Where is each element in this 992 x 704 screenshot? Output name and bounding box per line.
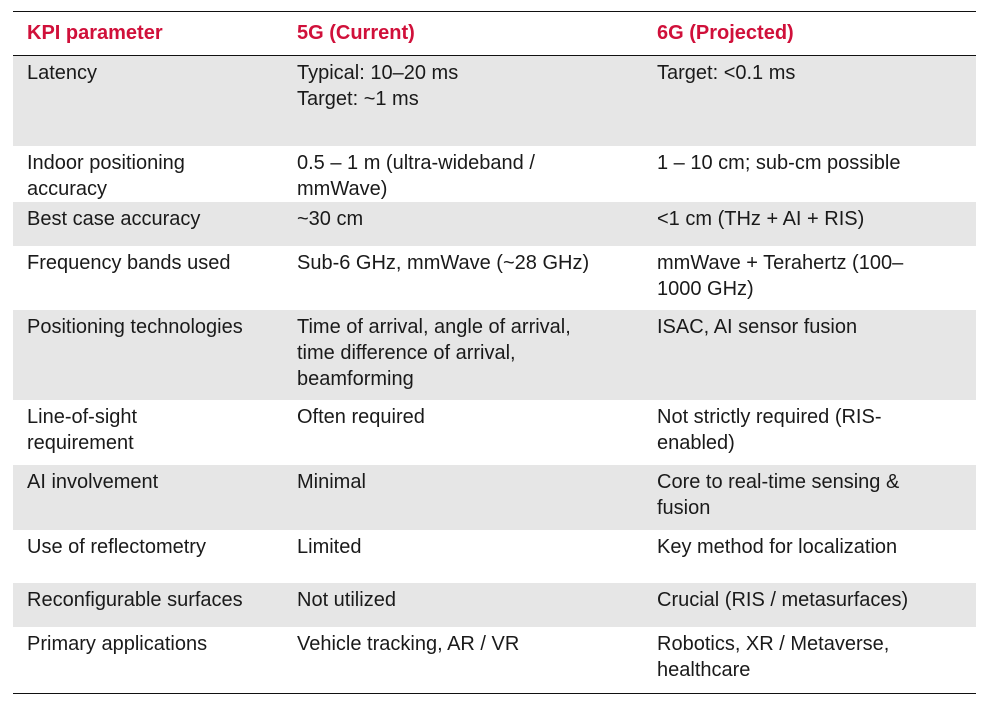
6g-value-cell — [643, 206, 976, 246]
cell-text-line: mmWave) — [297, 178, 388, 200]
5g-value-cell — [283, 587, 643, 627]
5g-value-cell — [283, 250, 643, 310]
kpi-parameter-cell — [13, 60, 283, 146]
cell-text-line: ~30 cm — [297, 208, 364, 230]
table-row — [13, 400, 976, 465]
cell-text-line: Target: ~1 ms — [297, 88, 419, 110]
cell-text-line: beamforming — [297, 368, 414, 390]
5g-value-cell — [283, 150, 643, 202]
table-row — [13, 530, 976, 583]
6g-value-cell — [643, 314, 976, 400]
cell-text-line: <1 cm (THz + AI + RIS) — [657, 208, 865, 230]
cell-text-line: time difference of arrival, — [297, 342, 516, 364]
5g-value-cell — [283, 534, 643, 583]
cell-text-line: Not strictly required (RIS- — [657, 406, 882, 428]
cell-text-line: Positioning technologies — [27, 316, 243, 338]
cell-text-line: fusion — [657, 497, 711, 519]
cell-text-line: Often required — [297, 406, 425, 428]
5g-value-cell — [283, 206, 643, 246]
table-body — [13, 56, 976, 693]
table-row — [13, 465, 976, 530]
cell-text-line: Indoor positioning — [27, 152, 185, 174]
cell-text-line: Robotics, XR / Metaverse, — [657, 633, 890, 655]
cell-text-line: Target: <0.1 ms — [657, 62, 796, 84]
header-5g-current: 5G (Current) — [297, 22, 415, 44]
kpi-parameter-cell — [13, 469, 283, 530]
6g-value-cell — [643, 60, 976, 146]
kpi-comparison-table — [13, 11, 976, 694]
kpi-parameter-cell — [13, 250, 283, 310]
6g-value-cell — [643, 631, 976, 693]
table-row — [13, 202, 976, 246]
cell-text-line: Not utilized — [297, 589, 396, 611]
cell-text-line: Typical: 10–20 ms — [297, 62, 459, 84]
header-kpi-parameter: KPI parameter — [27, 22, 163, 44]
table-row — [13, 146, 976, 202]
cell-text-line: Sub-6 GHz, mmWave (~28 GHz) — [297, 252, 590, 274]
table-row — [13, 627, 976, 693]
6g-value-cell — [643, 150, 976, 202]
cell-text-line: Frequency bands used — [27, 252, 231, 274]
cell-text-line: Primary applications — [27, 633, 208, 655]
cell-text-line: AI involvement — [27, 471, 159, 493]
table-row — [13, 310, 976, 400]
cell-text-line: mmWave + Terahertz (100– — [657, 252, 904, 274]
kpi-parameter-cell — [13, 206, 283, 246]
cell-text-line: Latency — [27, 62, 98, 84]
5g-value-cell — [283, 631, 643, 693]
cell-text-line: 1 – 10 cm; sub-cm possible — [657, 152, 901, 174]
cell-text-line: requirement — [27, 432, 134, 454]
kpi-parameter-cell — [13, 631, 283, 693]
cell-text-line: Time of arrival, angle of arrival, — [297, 316, 571, 338]
cell-text-line: enabled) — [657, 432, 735, 454]
cell-text-line: Line-of-sight — [27, 406, 138, 428]
table-row — [13, 56, 976, 146]
5g-value-cell — [283, 404, 643, 465]
cell-text-line: 0.5 – 1 m (ultra-wideband / — [297, 152, 535, 174]
cell-text-line: accuracy — [27, 178, 108, 200]
kpi-parameter-cell — [13, 534, 283, 583]
6g-value-cell — [643, 587, 976, 627]
6g-value-cell — [643, 469, 976, 530]
kpi-parameter-cell — [13, 150, 283, 202]
kpi-parameter-cell — [13, 587, 283, 627]
cell-text-line: Key method for localization — [657, 536, 898, 558]
5g-value-cell — [283, 469, 643, 530]
kpi-parameter-cell — [13, 404, 283, 465]
cell-text-line: Use of reflectometry — [27, 536, 206, 558]
table-row — [13, 246, 976, 310]
table-header-row — [13, 12, 976, 55]
cell-text-line: Core to real-time sensing & — [657, 471, 900, 493]
5g-value-cell — [283, 60, 643, 146]
5g-value-cell — [283, 314, 643, 400]
cell-text-line: Best case accuracy — [27, 208, 201, 230]
table-row — [13, 583, 976, 627]
cell-text-line: ISAC, AI sensor fusion — [657, 316, 858, 338]
cell-text-line: 1000 GHz) — [657, 278, 754, 300]
cell-text-line: Minimal — [297, 471, 366, 493]
6g-value-cell — [643, 404, 976, 465]
header-6g-projected: 6G (Projected) — [657, 22, 794, 44]
cell-text-line: Vehicle tracking, AR / VR — [297, 633, 520, 655]
cell-text-line: Limited — [297, 536, 362, 558]
kpi-parameter-cell — [13, 314, 283, 400]
cell-text-line: Reconfigurable surfaces — [27, 589, 243, 611]
cell-text-line: healthcare — [657, 659, 751, 681]
6g-value-cell — [643, 534, 976, 583]
table-bottom-rule — [13, 693, 976, 694]
cell-text-line: Crucial (RIS / metasurfaces) — [657, 589, 909, 611]
6g-value-cell — [643, 250, 976, 310]
